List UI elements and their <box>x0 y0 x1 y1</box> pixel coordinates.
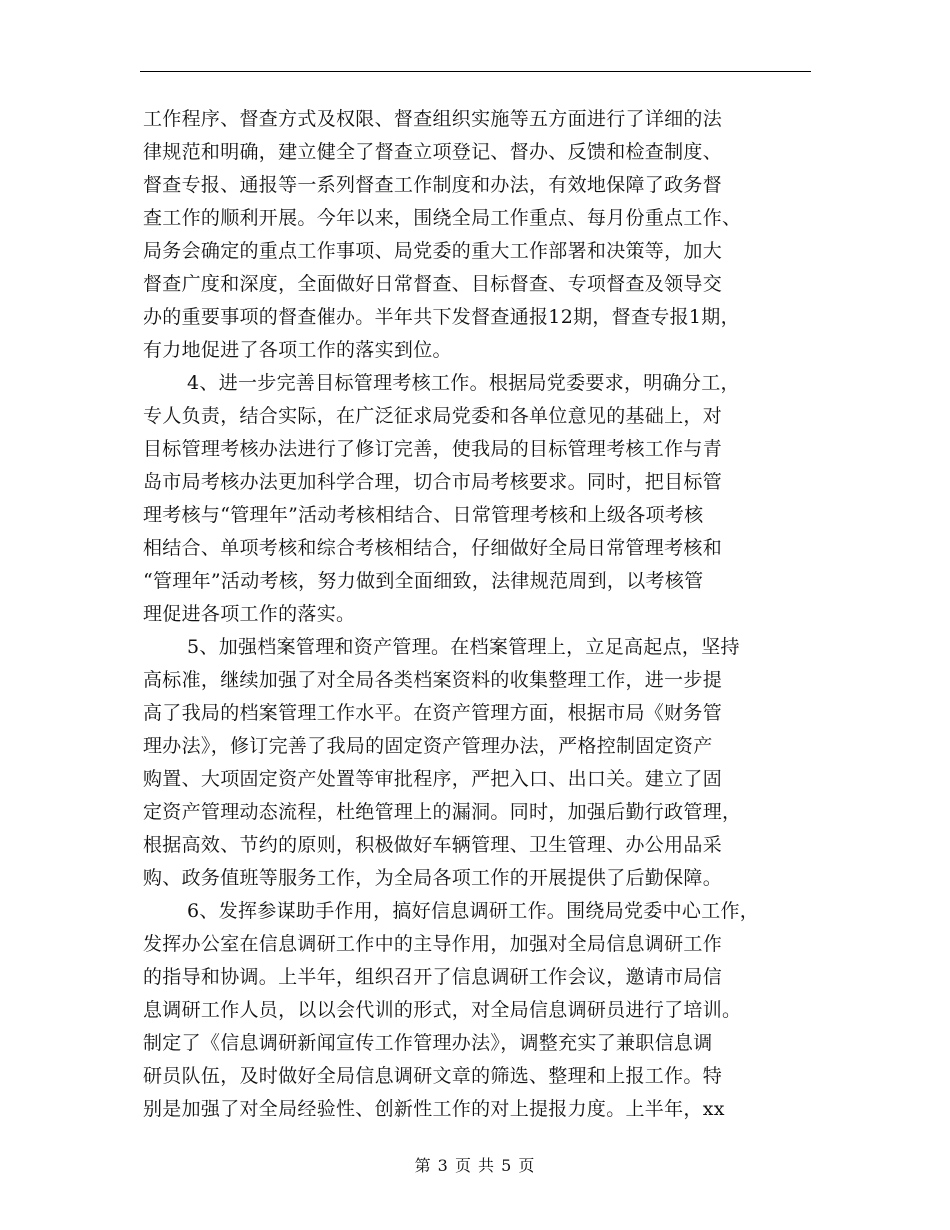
text-line: 岛市局考核办法更加科学合理，切合市局考核要求。同时，把目标管 <box>143 471 723 493</box>
text-line: 办的重要事项的督查催办。半年共下发督查通报12期，督查专报1期， <box>143 306 740 328</box>
text-line: 别是加强了对全局经验性、创新性工作的对上提报力度。上半年，xx <box>143 1098 725 1120</box>
text-line: 理考核与“管理年”活动考核相结合、日常管理考核和上级各项考核 <box>143 504 704 526</box>
text-line: 4、进一步完善目标管理考核工作。根据局党委要求，明确分工， <box>187 372 740 394</box>
text-line: 发挥办公室在信息调研工作中的主导作用，加强对全局信息调研工作 <box>143 933 723 955</box>
text-line: 工作程序、督查方式及权限、督查组织实施等五方面进行了详细的法 <box>143 108 723 130</box>
text-line: 目标管理考核办法进行了修订完善，使我局的目标管理考核工作与青 <box>143 438 723 460</box>
text-line: “管理年”活动考核，努力做到全面细致，法律规范周到，以考核管 <box>143 570 704 592</box>
text-line: 理办法》，修订完善了我局的固定资产管理办法，严格控制固定资产 <box>143 735 713 757</box>
text-line: 研员队伍，及时做好全局信息调研文章的筛选、整理和上报工作。特 <box>143 1065 723 1087</box>
text-line: 的指导和协调。上半年，组织召开了信息调研工作会议，邀请市局信 <box>143 966 723 988</box>
text-line: 定资产管理动态流程，杜绝管理上的漏洞。同时，加强后勤行政管理， <box>143 801 742 823</box>
text-line: 相结合、单项考核和综合考核相结合，仔细做好全局日常管理考核和 <box>143 537 723 559</box>
text-line: 高标准，继续加强了对全局各类档案资料的收集整理工作，进一步提 <box>143 669 723 691</box>
text-line: 息调研工作人员，以以会代训的形式，对全局信息调研员进行了培训。 <box>143 999 742 1021</box>
text-line: 律规范和明确，建立健全了督查立项登记、督办、反馈和检查制度、 <box>143 141 723 163</box>
text-line: 专人负责，结合实际，在广泛征求局党委和各单位意见的基础上，对 <box>143 405 723 427</box>
text-line: 督查广度和深度，全面做好日常督查、目标督查、专项督查及领导交 <box>143 273 723 295</box>
text-line: 6、发挥参谋助手作用，搞好信息调研工作。围绕局党委中心工作， <box>187 900 760 922</box>
text-line: 查工作的顺利开展。今年以来，围绕全局工作重点、每月份重点工作、 <box>143 207 742 229</box>
text-line: 5、加强档案管理和资产管理。在档案管理上，立足高起点，坚持 <box>187 636 740 658</box>
text-line: 高了我局的档案管理工作水平。在资产管理方面，根据市局《财务管 <box>143 702 723 724</box>
text-line: 督查专报、通报等一系列督查工作制度和办法，有效地保障了政务督 <box>143 174 723 196</box>
text-line: 理促进各项工作的落实。 <box>143 603 356 625</box>
text-line: 有力地促进了各项工作的落实到位。 <box>143 339 452 361</box>
text-line: 局务会确定的重点工作事项、局党委的重大工作部署和决策等，加大 <box>143 240 723 262</box>
text-line: 购、政务值班等服务工作，为全局各项工作的开展提供了后勤保障。 <box>143 867 723 889</box>
text-line: 根据高效、节约的原则，积极做好车辆管理、卫生管理、办公用品采 <box>143 834 723 856</box>
document-body <box>143 103 823 1126</box>
text-line: 制定了《信息调研新闻宣传工作管理办法》，调整充实了兼职信息调 <box>143 1032 713 1054</box>
page-footer: 第 3 页 共 5 页 <box>414 1156 536 1175</box>
header-rule <box>140 71 811 72</box>
text-line: 购置、大项固定资产处置等审批程序，严把入口、出口关。建立了固 <box>143 768 723 790</box>
